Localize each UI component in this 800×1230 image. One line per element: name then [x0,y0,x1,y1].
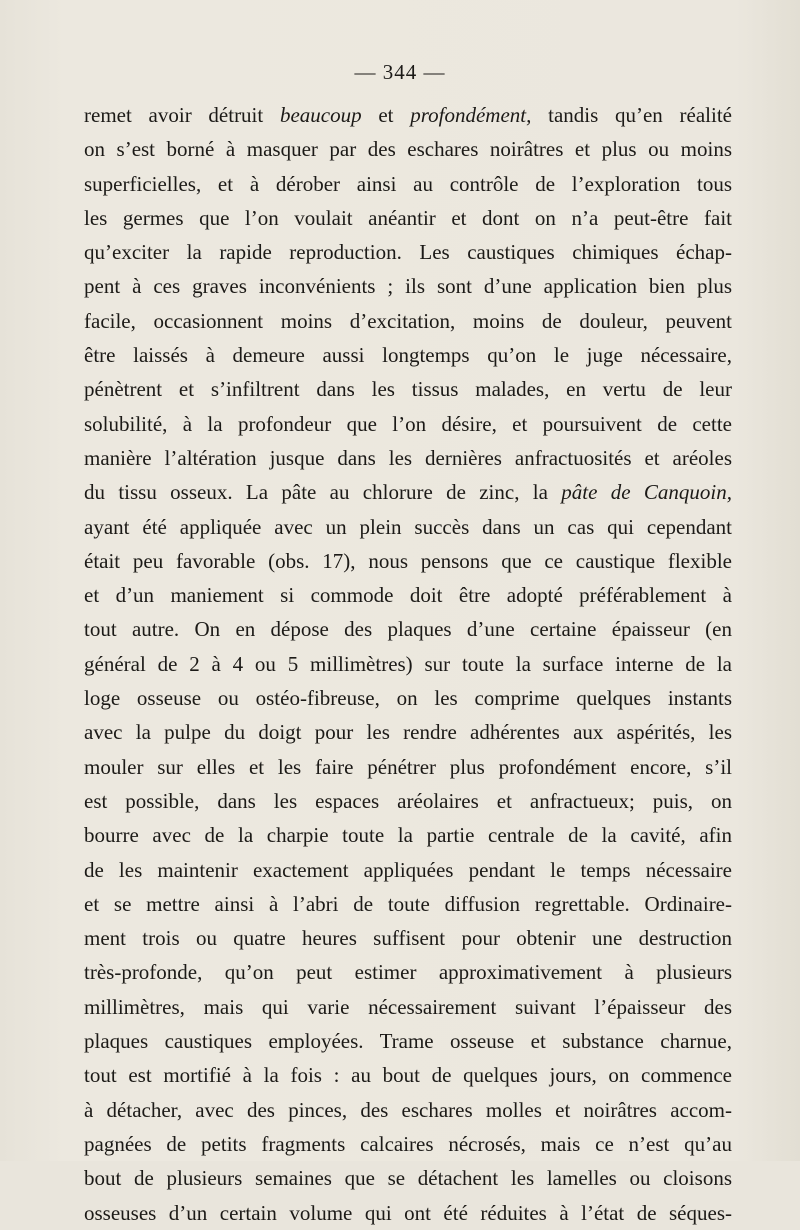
italic-text: pâte de Canquoin, [561,480,732,505]
text-line [84,715,732,749]
text-line [84,510,732,544]
text-line [84,1024,732,1058]
text-line [84,235,732,269]
body-text [84,98,732,1230]
text-line [84,887,732,921]
text-line [84,1196,732,1230]
text-line [84,681,732,715]
text-run: est possible, dans les espaces aréolaires et anfractueux; puis, on [84,788,732,813]
text-run: à détacher, avec des pinces, des eschares molles et noirâtres accom- [84,1097,732,1122]
text-line [84,784,732,818]
text-line [84,750,732,784]
text-line [84,955,732,989]
text-line [84,132,732,166]
italic-text: beaucoup [279,103,362,127]
text-run: bourre avec de la charpie toute la partie centrale de la cavité, afin [84,823,732,848]
text-run: superficielles, et à dérober ainsi au contrôle de l’exploration tous [84,171,732,196]
text-run: pent à ces graves inconvénients ; ils sont d’une application bien plus [84,274,732,299]
text-line [84,304,732,338]
text-line [84,201,732,235]
text-run: qu’exciter la rapide reproduction. Les caustiques chimiques échap- [84,240,732,265]
text-run: et se mettre ainsi à l’abri de toute diffusion regrettable. Ordinaire- [84,891,732,916]
text-line [84,1161,732,1195]
text-run: on s’est borné à masquer par des eschares noirâtres et plus ou moins [84,137,732,162]
text-run: et [361,103,411,127]
text-run: de les maintenir exactement appliquées pendant le temps nécessaire [84,857,732,882]
text-run: remet avoir détruit [84,103,280,127]
text-run: tout est mortifié à la fois : au bout de quelques jours, on commence [84,1063,732,1088]
text-run: tout autre. On en dépose des plaques d’une certaine épaisseur (en [84,617,732,642]
text-line [84,167,732,201]
text-line [84,818,732,852]
text-run: bout de plusieurs semaines que se détachent les lamelles ou cloisons [84,1166,732,1191]
text-line [84,853,732,887]
text-line [84,407,732,441]
text-run: les germes que l’on voulait anéantir et dont on n’a peut-être fait [84,205,732,230]
text-run: et d’un maniement si commode doit être adopté préférablement à [84,583,732,608]
text-run: tandis qu’en réalité [531,103,733,127]
text-run: pénètrent et s’infiltrent dans les tissus malades, en vertu de leur [84,377,732,402]
text-line [84,441,732,475]
italic-text: profondément, [410,103,532,127]
text-line [84,1093,732,1127]
text-run: loge osseuse ou ostéo-fibreuse, on les comprime quelques instants [84,686,732,711]
text-line [84,1127,732,1161]
text-run: très-profonde, qu’on peut estimer approximativement à plusieurs [84,960,732,985]
text-run: millimètres, mais qui varie nécessairement suivant l’épaisseur des [84,994,732,1019]
text-run: du tissu osseux. La pâte au chlorure de zinc, la [84,480,562,505]
text-line [84,578,732,612]
text-run: avec la pulpe du doigt pour les rendre adhérentes aux aspérités, les [84,720,732,745]
text-run: général de 2 à 4 ou 5 millimètres) sur toute la surface interne de la [84,651,732,676]
text-line [84,544,732,578]
text-run: manière l’altération jusque dans les dernières anfractuosités et aréoles [84,445,732,470]
text-run: être laissés à demeure aussi longtemps qu’on le juge nécessaire, [84,343,732,368]
text-line [84,921,732,955]
text-run: était peu favorable (obs. 17), nous pensons que ce caustique flexible [84,548,732,573]
text-line [84,475,732,509]
text-line [84,612,732,646]
text-run: osseuses d’un certain volume qui ont été réduites à l’état de séques- [84,1200,732,1225]
text-run: facile, occasionnent moins d’excitation, moins de douleur, peuvent [84,308,732,333]
text-run: plaques caustiques employées. Trame osseuse et substance charnue, [84,1029,732,1054]
page-number: — 344 — [354,60,446,84]
text-line [84,338,732,372]
text-line [84,372,732,406]
text-line [84,98,732,132]
text-line [84,269,732,303]
text-run: ment trois ou quatre heures suffisent pour obtenir une destruction [84,926,732,951]
text-line [84,647,732,681]
text-run: mouler sur elles et les faire pénétrer plus profondément encore, s’il [84,754,732,779]
text-run: pagnées de petits fragments calcaires nécrosés, mais ce n’est qu’au [84,1131,732,1156]
text-run: ayant été appliquée avec un plein succès dans un cas qui cependant [84,514,732,539]
text-line [84,990,732,1024]
text-line [84,1058,732,1092]
text-run: solubilité, à la profondeur que l’on désire, et poursuivent de cette [84,411,732,436]
